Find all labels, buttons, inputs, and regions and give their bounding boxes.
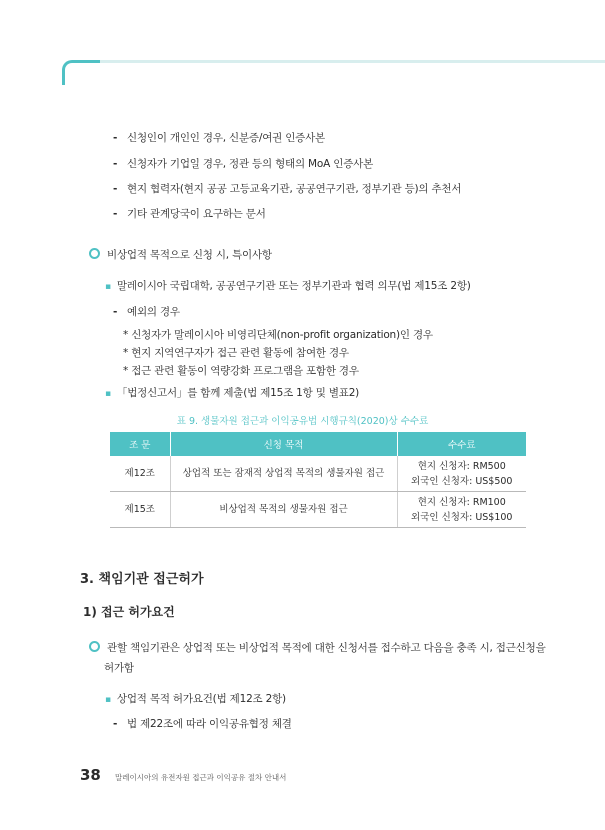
corner-decoration [62,60,105,85]
case-item: * 현지 지역연구자가 접근 관련 활동에 참여한 경우 [123,347,349,359]
cell-purpose: 비상업적 목적의 생물자원 접근 [170,492,397,528]
header-purpose: 신청 목적 [170,432,397,456]
header-fee: 수수료 [397,432,526,456]
subsection-heading: 1) 접근 허가요건 [83,605,175,619]
noncommercial-heading: 비상업적 목적으로 신청 시, 특이사항 [89,247,272,262]
header-rule [100,60,605,63]
paragraph-line: 허가함 [104,662,134,674]
square-bullet-icon: ▪ [105,389,111,399]
cell-article: 제12조 [110,456,170,492]
commercial-sub-item: - 법 제22조에 따라 이익공유협정 체결 [113,718,292,730]
case-item: * 접근 관련 활동이 역량강화 프로그램을 포함한 경우 [123,365,359,377]
case-item: * 신청자가 말레이시아 비영리단체(non-profit organization)인 경우 [123,329,433,341]
page-number: 38 [80,766,101,784]
circle-bullet-icon [89,248,100,259]
cell-purpose: 상업적 또는 잠재적 상업적 목적의 생물자원 접근 [170,456,397,492]
cell-fee: 현지 신청자: RM100 외국인 신청자: US$100 [397,492,526,528]
cell-article: 제15조 [110,492,170,528]
commercial-item: ▪ 상업적 목적 허가요건(법 제12조 2항) [105,693,286,705]
list-item: - 신청인이 개인인 경우, 신분증/여권 인증사본 [113,132,325,144]
table-row [110,492,526,528]
submit-item: ▪ 「법정신고서」를 함께 제출(법 제15조 1항 및 별표2) [105,387,360,399]
list-item: - 신청자가 기업일 경우, 정관 등의 형태의 MoA 인증사본 [113,158,374,170]
section-heading: 3. 책임기관 접근허가 [80,572,204,587]
footer-title: 말레이시아의 유전자원 접근과 이익공유 절차 안내서 [115,773,287,782]
obligation-item: ▪ 말레이시아 국립대학, 공공연구기관 또는 정부기관과 협력 의무(법 제15조 2항) [105,280,471,292]
square-bullet-icon: ▪ [105,282,111,292]
fee-table [110,432,526,528]
header-article: 조 문 [110,432,170,456]
square-bullet-icon: ▪ [105,695,111,705]
list-item: - 기타 관계당국이 요구하는 문서 [113,208,266,220]
list-item: - 현지 협력자(현지 공공 고등교육기관, 공공연구기관, 정부기관 등)의 추천서 [113,183,462,195]
table-caption: 표 9. 생물자원 접근과 이익공유법 시행규칙(2020)상 수수료 [176,416,429,427]
table-row [110,456,526,492]
circle-bullet-icon [89,641,100,652]
cell-fee: 현지 신청자: RM500 외국인 신청자: US$500 [397,456,526,492]
paragraph-line: 관할 책임기관은 상업적 또는 비상업적 목적에 대한 신청서를 접수하고 다음을 충족 시, 접근신청을 [89,640,546,655]
exception-item: - 예외의 경우 [113,306,180,318]
table-header-row [110,432,526,456]
